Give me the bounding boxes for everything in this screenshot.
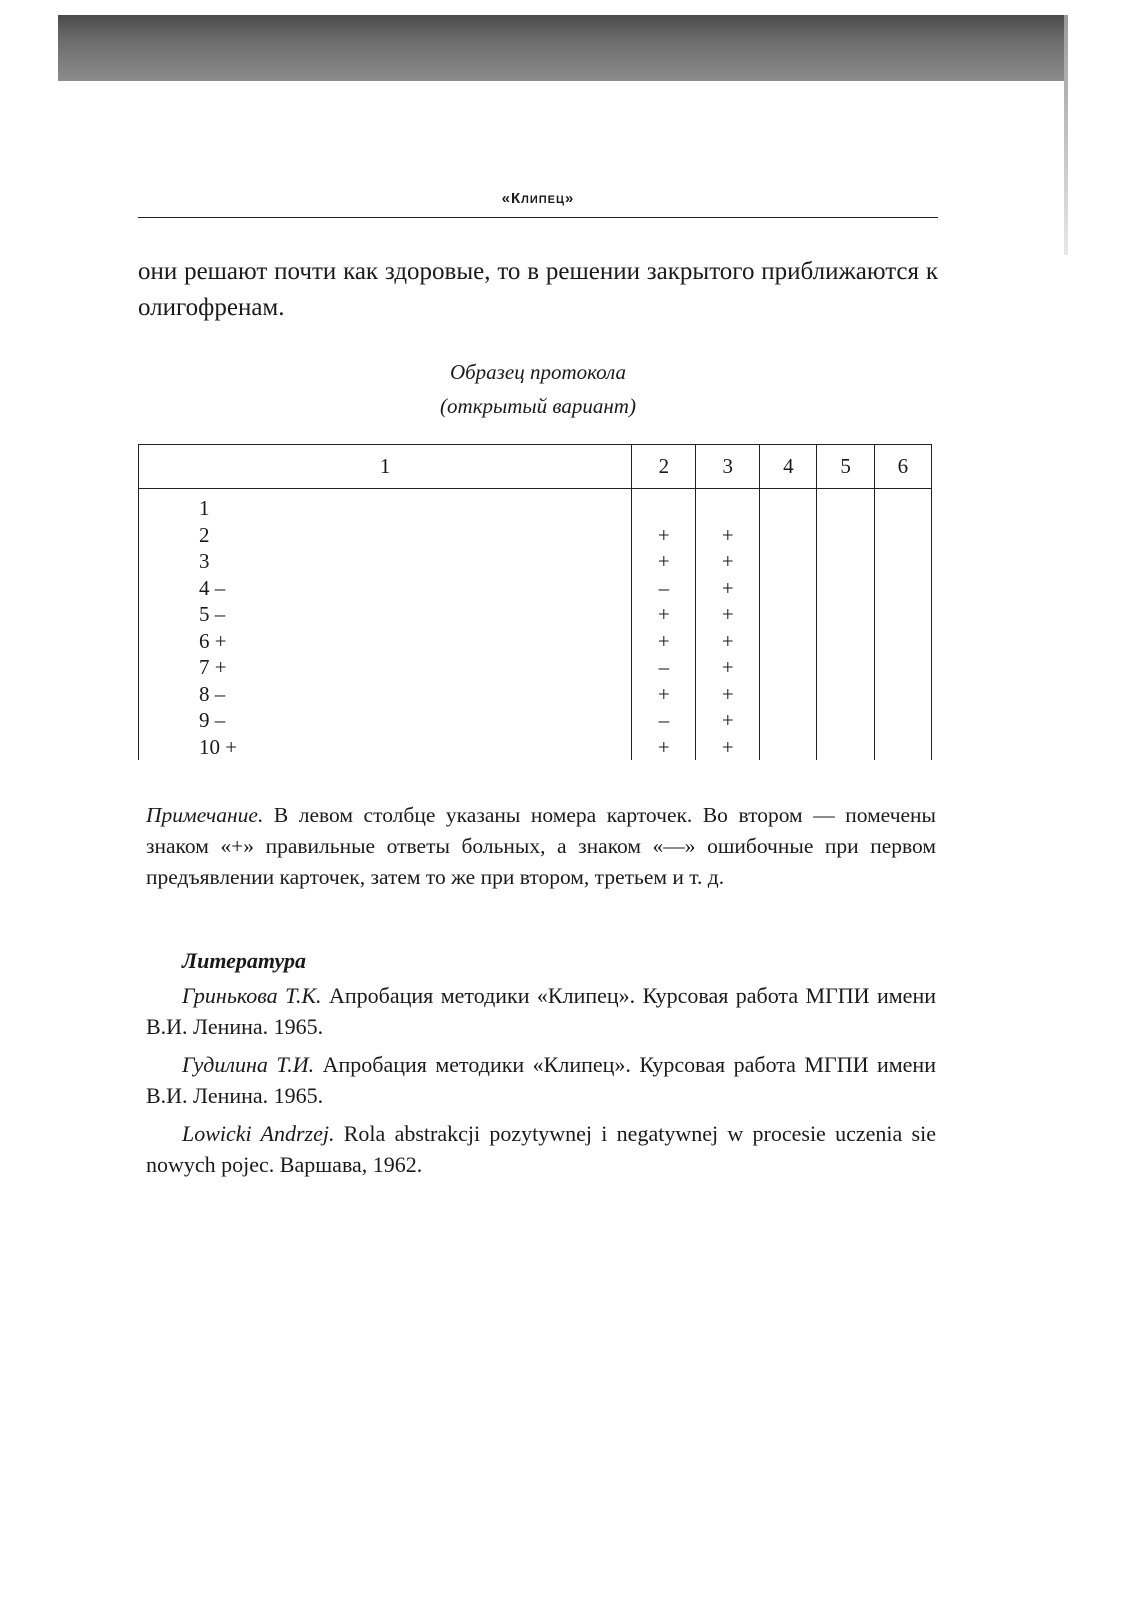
reference-item	[146, 1118, 936, 1180]
answer-cell: +	[696, 654, 760, 681]
card-number-cell: 6 +	[139, 628, 632, 655]
answer-cell	[760, 628, 817, 655]
answer-cell	[874, 628, 931, 655]
answer-cell	[760, 489, 817, 522]
answer-cell	[817, 522, 874, 549]
answer-cell: +	[632, 734, 696, 761]
answer-cell	[874, 707, 931, 734]
reference-author: Гринькова Т.К.	[182, 983, 322, 1008]
answer-cell: +	[632, 548, 696, 575]
answer-cell: +	[696, 575, 760, 602]
answer-cell	[760, 654, 817, 681]
col-header-6: 6	[874, 445, 931, 489]
card-number-cell: 4 –	[139, 575, 632, 602]
answer-cell	[874, 601, 931, 628]
reference-text: Апробация методики «Клипец». Курсовая работа МГПИ имени В.И. Ленина. 1965.	[146, 983, 936, 1039]
table-row	[139, 734, 932, 761]
scan-page-edge	[1064, 15, 1068, 255]
answer-cell	[817, 681, 874, 708]
answer-cell	[696, 489, 760, 522]
answer-cell	[760, 522, 817, 549]
answer-cell: +	[696, 707, 760, 734]
table-row	[139, 654, 932, 681]
answer-cell	[760, 681, 817, 708]
reference-author: Lowicki Andrzej.	[182, 1121, 335, 1146]
answer-cell	[760, 548, 817, 575]
answer-cell	[817, 575, 874, 602]
answer-cell: –	[632, 707, 696, 734]
answer-cell	[760, 707, 817, 734]
answer-cell	[817, 601, 874, 628]
answer-cell: +	[696, 734, 760, 761]
answer-cell	[874, 734, 931, 761]
table-row	[139, 681, 932, 708]
answer-cell	[632, 489, 696, 522]
card-number-cell: 2	[139, 522, 632, 549]
reference-text: Апробация методики «Клипец». Курсовая работа МГПИ имени В.И. Ленина. 1965.	[146, 1052, 936, 1108]
header-rule	[138, 217, 938, 218]
answer-cell	[874, 522, 931, 549]
col-header-3: 3	[696, 445, 760, 489]
reference-item	[146, 980, 936, 1042]
answer-cell: +	[632, 628, 696, 655]
card-number-cell: 1	[139, 489, 632, 522]
reference-list	[146, 980, 936, 1187]
answer-cell	[817, 654, 874, 681]
col-header-1: 1	[139, 445, 632, 489]
reference-text: Rola abstrakcji pozytywnej i negatywnej w procesie uczenia sie nowych pojec. Варшава, 1962.	[146, 1121, 936, 1177]
table-row	[139, 522, 932, 549]
answer-cell	[760, 734, 817, 761]
table-caption-title: Образец протокола	[449, 360, 627, 384]
answer-cell: –	[632, 575, 696, 602]
card-number-cell: 10 +	[139, 734, 632, 761]
answer-cell	[874, 548, 931, 575]
answer-cell: +	[696, 522, 760, 549]
card-number-cell: 9 –	[139, 707, 632, 734]
note-lead: Примечание.	[146, 803, 264, 827]
answer-cell: +	[632, 681, 696, 708]
table-row	[139, 601, 932, 628]
literature-title: Литература	[182, 948, 306, 973]
card-number-cell: 5 –	[139, 601, 632, 628]
answer-cell: +	[632, 522, 696, 549]
answer-cell: +	[696, 601, 760, 628]
scan-top-band	[58, 15, 1064, 81]
answer-cell	[760, 601, 817, 628]
answer-cell	[817, 734, 874, 761]
running-head: «Клипец»	[501, 190, 575, 207]
table-row	[139, 489, 932, 522]
table-note	[146, 800, 936, 893]
col-header-2: 2	[632, 445, 696, 489]
protocol-table	[138, 444, 932, 760]
answer-cell	[874, 654, 931, 681]
reference-item	[146, 1049, 936, 1111]
table-row	[139, 575, 932, 602]
col-header-5: 5	[817, 445, 874, 489]
answer-cell	[817, 628, 874, 655]
table-caption-subtitle: (открытый вариант)	[440, 394, 636, 418]
card-number-cell: 8 –	[139, 681, 632, 708]
answer-cell	[874, 575, 931, 602]
answer-cell: –	[632, 654, 696, 681]
table-header-row	[139, 445, 932, 489]
reference-author: Гудилина Т.И.	[182, 1052, 315, 1077]
answer-cell: +	[696, 681, 760, 708]
table-row	[139, 628, 932, 655]
answer-cell	[874, 489, 931, 522]
table-body	[139, 489, 932, 761]
answer-cell	[874, 681, 931, 708]
card-number-cell: 7 +	[139, 654, 632, 681]
card-number-cell: 3	[139, 548, 632, 575]
answer-cell	[760, 575, 817, 602]
answer-cell: +	[696, 628, 760, 655]
answer-cell	[817, 489, 874, 522]
answer-cell: +	[696, 548, 760, 575]
col-header-4: 4	[760, 445, 817, 489]
answer-cell	[817, 548, 874, 575]
note-text: В левом столбце указаны номера карточек. Во втором — помечены знаком «+» правильные ответы больных, а знаком «—» ошибочные при первом предъявлении карточек, затем то же при втором, третьем и т. д.	[146, 803, 936, 889]
intro-paragraph: они решают почти как здоровые, то в решении закрытого приближаются к олигофренам.	[138, 258, 938, 321]
answer-cell: +	[632, 601, 696, 628]
answer-cell	[817, 707, 874, 734]
table-row	[139, 548, 932, 575]
table-row	[139, 707, 932, 734]
